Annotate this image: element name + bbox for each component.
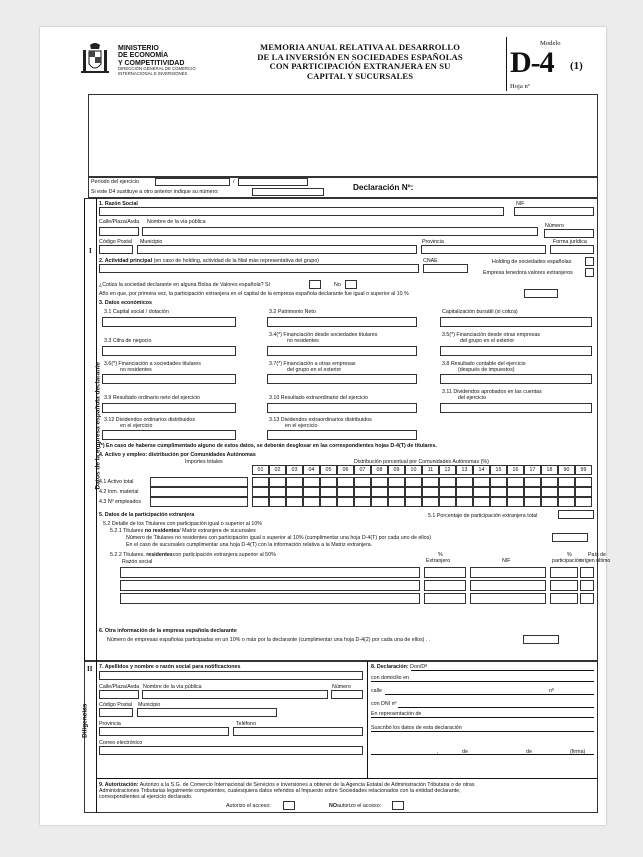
asset-row-region-cell[interactable] <box>575 487 592 497</box>
resident-country-field[interactable] <box>580 580 594 591</box>
section-1-roman: I <box>89 247 92 255</box>
nif-field[interactable] <box>514 207 594 216</box>
asset-row-region-cell[interactable] <box>371 497 388 507</box>
notif-street-name-field[interactable] <box>142 690 328 699</box>
asset-row-region-cell[interactable] <box>388 477 405 487</box>
field-5-2-2-label: 5.2.2 Titulares. residentescon participación extranjera superior al 50% <box>110 552 276 558</box>
field-3-8-label-2: (después de impuestos) <box>458 367 515 373</box>
postal-code-label: Código Postal <box>99 239 132 245</box>
field-3-2-label: 3.2 Patrimonio Neto <box>269 309 316 315</box>
asset-row-region-cell[interactable] <box>456 487 473 497</box>
asset-row-region-cell[interactable] <box>303 487 320 497</box>
field-3-5-label-2: del grupo en el exterior <box>460 338 515 344</box>
notif-street-type-field[interactable] <box>99 690 139 699</box>
notif-email-label: Correo electrónico <box>99 740 143 746</box>
notif-phone-label: Teléfono <box>236 721 257 727</box>
field-3-5-input[interactable] <box>440 346 592 356</box>
notif-municipality-label: Municipio <box>138 702 161 708</box>
resident-pct-field[interactable] <box>550 567 578 578</box>
street-number-label: Número <box>545 223 564 229</box>
registry-stamp-area <box>88 94 598 177</box>
resident-country-field[interactable] <box>580 593 594 604</box>
sheet-number-label: Hoja nº <box>510 83 530 90</box>
notif-phone-field[interactable] <box>233 727 363 736</box>
declaration-title: 8. Declaración: Don/Dª <box>371 664 428 670</box>
asset-row-region-cell[interactable] <box>286 487 303 497</box>
asset-row-region-cell[interactable] <box>405 487 422 497</box>
holding-label: Holding de sociedades españolas <box>492 259 572 265</box>
asset-row-label: 4.3 Nº empleados <box>99 499 141 505</box>
street-name-label: Nombre de la vía pública <box>147 219 206 225</box>
asset-row-region-cell[interactable] <box>422 497 439 507</box>
foreign-participation-title: 5. Datos de la participación extranjera <box>99 512 195 518</box>
resident-country-field[interactable] <box>580 567 594 578</box>
ministry-logo <box>80 42 110 76</box>
asset-row-region-cell[interactable] <box>269 497 286 507</box>
field-3-11-label-2: del ejercicio <box>458 395 486 401</box>
notif-postal-field[interactable] <box>99 708 133 717</box>
notif-municipality-field[interactable] <box>137 708 277 717</box>
foreign-pct-header: Extranjero <box>426 558 451 564</box>
field-5-2-label: 5.2 Detalle de los Titulares con participación igual o superior al 10% <box>103 521 262 527</box>
authorization-text: 9. Autorización: Autorizo a la S.G. de Comercio Internacional de Servicios e Inversiones a obtener de la Agencia Estatal de Administración Tributaria o de otras <box>99 782 475 788</box>
first-year-field[interactable] <box>524 289 558 298</box>
decl-street-label: calle <box>371 688 382 694</box>
asset-row-region-cell[interactable] <box>371 487 388 497</box>
region-col-header: 02 <box>269 465 286 475</box>
field-5-2-1-input[interactable] <box>552 533 588 542</box>
first-year-label: Año en que, por primera vez, la participación extranjera en el capital de la empresa española declarante fue igual o superior al 10 % <box>99 291 409 297</box>
field-3-6-label: 3.6(*) Financiación a sociedades titulares <box>104 361 201 367</box>
asset-row-label: 4.2 Inm. material <box>99 489 139 495</box>
asset-row-region-cell[interactable] <box>473 477 490 487</box>
totals-header: Importes totales <box>185 459 223 465</box>
asset-row-region-cell[interactable] <box>269 487 286 497</box>
asset-row-region-cell[interactable] <box>252 487 269 497</box>
asset-row-region-cell[interactable] <box>558 477 575 487</box>
region-col-header: 14 <box>473 465 490 475</box>
field-5-2-1-desc: Número de Titulares no residentes con participación igual o superior al 10% (cumplimentar una hoja D-4(T) por cada uno de ellos) <box>126 535 432 541</box>
resident-pct-field[interactable] <box>550 593 578 604</box>
asset-row-region-cell[interactable] <box>558 487 575 497</box>
market-cap-input[interactable] <box>440 317 592 327</box>
pct-header-2: % <box>567 552 572 558</box>
field-3-12-label: 3.12 Dividendos ordinarios distribuidos <box>104 417 195 423</box>
notif-number-field[interactable] <box>331 690 363 699</box>
region-col-header: 11 <box>422 465 439 475</box>
asset-row-region-cell[interactable] <box>252 497 269 507</box>
asset-row-region-cell[interactable] <box>490 487 507 497</box>
asset-row-region-cell[interactable] <box>456 477 473 487</box>
subscribe-label: Suscribo los datos de esta declaración <box>371 725 462 731</box>
dni-label: con DNI nº <box>371 701 397 707</box>
asset-row-region-cell[interactable] <box>558 497 575 507</box>
street-type-label: Calle/Plaza/Avda <box>99 219 140 225</box>
signature-label: (firma) <box>570 749 586 755</box>
field-3-4-label-2: no residentes <box>287 338 319 344</box>
asset-row-region-cell[interactable] <box>439 477 456 487</box>
street-number-field[interactable] <box>544 229 594 238</box>
notif-street-type-label: Calle/Plaza/Avda <box>99 684 140 690</box>
legal-form-field[interactable] <box>550 245 594 254</box>
municipality-field[interactable] <box>137 245 417 254</box>
region-col-header: 04 <box>303 465 320 475</box>
field-3-11-label: 3.11 Dividendos aprobados en las cuentas <box>442 389 542 395</box>
economic-data-title: 3. Datos económicos <box>99 300 152 306</box>
notif-province-field[interactable] <box>99 727 229 736</box>
other-info-input[interactable] <box>523 635 559 644</box>
asset-row-region-cell[interactable] <box>320 497 337 507</box>
field-3-13-label-2: en el ejercicio <box>285 423 318 429</box>
asset-row-total[interactable] <box>150 497 248 507</box>
asset-row-region-cell[interactable] <box>405 477 422 487</box>
resident-name-field[interactable] <box>120 580 420 591</box>
activity-field[interactable] <box>99 264 419 273</box>
asset-row-region-cell[interactable] <box>524 477 541 487</box>
asset-row-region-cell[interactable] <box>422 487 439 497</box>
asset-row-region-cell[interactable] <box>286 477 303 487</box>
form-title: MEMORIA ANUAL RELATIVA AL DESARROLLO DE LA INVERSIÓN EN SOCIEDADES ESPAÑOLAS CON PARTICIPACIÓN EXTRANJERA EN SU CAPITAL Y SUCURSALES <box>257 42 463 81</box>
listed-yes-checkbox[interactable] <box>309 280 321 289</box>
replaces-label: Si este D4 sustituye a otro anterior indique su número: <box>91 189 219 195</box>
period-separator: / <box>233 179 235 185</box>
asset-row-total[interactable] <box>150 477 248 487</box>
region-col-header: 01 <box>252 465 269 475</box>
field-3-1-input[interactable] <box>102 317 236 327</box>
field-3-9-label: 3.9 Resultado ordinario neto del ejercicio <box>104 395 200 401</box>
asset-row-region-cell[interactable] <box>371 477 388 487</box>
asset-row-region-cell[interactable] <box>337 487 354 497</box>
country-header: País de <box>588 552 606 558</box>
region-col-header: 07 <box>354 465 371 475</box>
listed-no-checkbox[interactable] <box>345 280 357 289</box>
asset-row-region-cell[interactable] <box>354 497 371 507</box>
asset-row-region-cell[interactable] <box>541 477 558 487</box>
nif-label: NIF <box>516 201 525 207</box>
resident-pct-field[interactable] <box>550 580 578 591</box>
date-de-2: de <box>526 749 532 755</box>
asset-row-region-cell[interactable] <box>490 497 507 507</box>
notif-postal-label: Código Postal <box>99 702 132 708</box>
ministry-name: MINISTERIO DE ECONOMÍA Y COMPETITIVIDAD <box>118 45 185 67</box>
field-3-4-input[interactable] <box>267 346 417 356</box>
cnae-field[interactable] <box>423 264 468 273</box>
company-name-label: 1. Razón Social <box>99 201 138 207</box>
market-cap-label: Capitalización bursátil (si cotiza) <box>442 309 518 315</box>
asset-row-region-cell[interactable] <box>252 477 269 487</box>
replaces-number-field[interactable] <box>252 188 324 196</box>
field-3-10-input[interactable] <box>267 403 417 413</box>
asset-row-region-cell[interactable] <box>524 487 541 497</box>
asset-row-region-cell[interactable] <box>507 477 524 487</box>
form-page <box>40 27 611 825</box>
asset-row-region-cell[interactable] <box>388 487 405 497</box>
other-info-desc: Número de empresas españolas participadas en un 10% o más por la declarante (cumplimentar una hoja D-4(2) por cada una de ellos) . . <box>107 637 431 643</box>
authorization-text-2: Administraciones Tributarias legalmente competentes, cualesquiera datos referidos al Impuesto sobre Sociedades relacionados con la entidad declarante, <box>99 788 461 794</box>
activity-label: 2. Actividad principal (en caso de holding, actividad de la filial más representativa del grupo) <box>99 258 320 264</box>
region-col-header: 12 <box>439 465 456 475</box>
authorize-checkbox[interactable] <box>283 801 295 810</box>
street-name-field[interactable] <box>142 227 538 236</box>
pct-header: % <box>438 552 443 558</box>
asset-row-region-cell[interactable] <box>575 477 592 487</box>
asset-row-region-cell[interactable] <box>507 487 524 497</box>
origin-header: origen último <box>580 558 611 564</box>
field-3-12-label-2: en el ejercicio <box>120 423 153 429</box>
asset-row-region-cell[interactable] <box>473 487 490 497</box>
province-label: Provincia <box>422 239 444 245</box>
asset-row-region-cell[interactable] <box>473 497 490 507</box>
other-info-title: 6. Otra información de la empresa española declarante <box>99 628 237 634</box>
holder-checkbox[interactable] <box>585 268 594 277</box>
field-5-2-1-branch-note: En el caso de sucursales cumplimentar una hoja D-4(T) con la información relativa a la Matriz extranjera. <box>126 542 373 548</box>
model-label: Modelo <box>540 40 561 47</box>
representation-label: En representación de <box>371 711 422 717</box>
authorization-text-3: correspondientes al ejercicio declarado. <box>99 794 193 800</box>
asset-row-region-cell[interactable] <box>303 477 320 487</box>
region-col-header: 05 <box>320 465 337 475</box>
no-authorize-checkbox[interactable] <box>392 801 404 810</box>
region-col-header: 09 <box>388 465 405 475</box>
date-de-1: de <box>462 749 468 755</box>
listed-no-label: No <box>334 282 341 288</box>
field-3-7-input[interactable] <box>267 374 417 384</box>
domicile-label: con domicilio en <box>371 675 409 681</box>
asset-row-region-cell[interactable] <box>354 487 371 497</box>
asset-row-region-cell[interactable] <box>286 497 303 507</box>
titulares-note: (*) En caso de haberse cumplimentado alguno de estos datos, se deberán desglosar en las correspondientes hojas D-4(T) de titulares. <box>99 443 437 449</box>
asset-row-region-cell[interactable] <box>303 497 320 507</box>
field-5-1-label: 5.1 Porcentaje de participación extranjera total <box>428 513 538 519</box>
field-3-13-label: 3.13 Dividendos extraordinarios distribuidos <box>269 417 372 423</box>
model-code: D-4 <box>510 46 554 79</box>
asset-row-region-cell[interactable] <box>541 497 558 507</box>
asset-row-region-cell[interactable] <box>524 497 541 507</box>
region-col-header: 10 <box>405 465 422 475</box>
participation-header: participación <box>552 558 582 564</box>
resident-nif-field[interactable] <box>470 593 546 604</box>
notif-province-label: Provincia <box>99 721 121 727</box>
resident-foreign-pct-field[interactable] <box>424 567 466 578</box>
asset-row-total[interactable] <box>150 487 248 497</box>
asset-row-region-cell[interactable] <box>490 477 507 487</box>
declaration-number-label: Declaración Nº: <box>353 183 414 192</box>
asset-row-label: 4.1 Activo total <box>99 479 134 485</box>
asset-row-region-cell[interactable] <box>320 477 337 487</box>
distribution-header: Distribución porcentual por Comunidades Autónomas (%) <box>354 459 489 465</box>
resident-name-field[interactable] <box>120 593 420 604</box>
asset-row-region-cell[interactable] <box>456 497 473 507</box>
period-end-field[interactable] <box>238 178 308 186</box>
section-1-side-label: Datos de la empresa española declarante <box>94 361 102 490</box>
region-col-header: 03 <box>286 465 303 475</box>
region-col-header: 15 <box>490 465 507 475</box>
region-col-header: 16 <box>507 465 524 475</box>
asset-row-region-cell[interactable] <box>320 487 337 497</box>
postal-code-field[interactable] <box>99 245 133 254</box>
legal-form-label: Forma jurídica <box>553 239 587 245</box>
field-3-12-input[interactable] <box>102 430 236 440</box>
region-col-header: 99 <box>575 465 592 475</box>
model-code-suffix: (1) <box>570 60 583 72</box>
asset-row-region-cell[interactable] <box>507 497 524 507</box>
field-3-8-input[interactable] <box>440 374 592 384</box>
authorize-label: Autorizo el acceso: <box>226 803 271 809</box>
notif-street-name-label: Nombre de la vía pública <box>143 684 202 690</box>
period-start-field[interactable] <box>155 178 230 186</box>
field-3-8-label: 3.8 Resultado contable del ejercicio <box>442 361 526 367</box>
field-3-5-label: 3.5(*) Financiación desde otras empresas <box>442 332 541 338</box>
decl-number-label: nº <box>549 688 554 694</box>
asset-row-region-cell[interactable] <box>439 487 456 497</box>
asset-row-region-cell[interactable] <box>575 497 592 507</box>
notification-name-field[interactable] <box>99 671 363 680</box>
field-3-2-input[interactable] <box>267 317 417 327</box>
resident-nif-field[interactable] <box>470 580 546 591</box>
municipality-label: Municipio <box>140 239 163 245</box>
listed-question: ¿Cotiza la sociedad declarante en alguna Bolsa de Valores española? Sí <box>99 282 270 288</box>
field-5-1-input[interactable] <box>558 510 594 519</box>
field-3-9-input[interactable] <box>102 403 236 413</box>
field-3-3-input[interactable] <box>102 346 236 356</box>
resident-name-field[interactable] <box>120 567 420 578</box>
region-col-header: 90 <box>558 465 575 475</box>
asset-row-region-cell[interactable] <box>269 477 286 487</box>
region-col-header: 13 <box>456 465 473 475</box>
field-3-4-label: 3.4(*) Financiación desde sociedades titulares <box>269 332 378 338</box>
asset-row-region-cell[interactable] <box>388 497 405 507</box>
ministry-department: DIRECCIÓN GENERAL DE COMERCIO INTERNACIONAL E INVERSIONES <box>118 66 196 76</box>
asset-row-region-cell[interactable] <box>354 477 371 487</box>
field-3-1-label: 3.1 Capital social / dotación <box>104 309 169 315</box>
company-name-field[interactable] <box>99 207 504 216</box>
field-3-11-input[interactable] <box>440 403 592 413</box>
holder-label: Empresa tenedora valores extranjeros <box>483 270 573 276</box>
assets-title: 4. Activo y empleo: distribución por Comunidades Autónomas <box>99 452 256 458</box>
field-3-7-label: 3.7(*) Financiación a otras empresas <box>269 361 356 367</box>
field-3-13-input[interactable] <box>267 430 417 440</box>
asset-row-region-cell[interactable] <box>541 487 558 497</box>
notif-email-field[interactable] <box>99 746 363 755</box>
region-col-header: 06 <box>337 465 354 475</box>
asset-row-region-cell[interactable] <box>337 477 354 487</box>
asset-row-region-cell[interactable] <box>337 497 354 507</box>
no-authorize-label: NOautorizo el acceso: <box>329 803 382 809</box>
asset-row-region-cell[interactable] <box>439 497 456 507</box>
notification-title: 7. Apellidos y nombre o razón social para notificaciones <box>99 664 241 670</box>
resident-nif-header: NIF <box>502 558 511 564</box>
field-3-3-label: 3.3 Cifra de negocio <box>104 338 152 344</box>
field-3-6-label-2: no residentes <box>120 367 152 373</box>
period-label: Período del ejercicio <box>91 179 139 185</box>
resident-name-header: Razón social <box>122 559 153 565</box>
region-col-header: 18 <box>541 465 558 475</box>
region-col-header: 17 <box>524 465 541 475</box>
field-5-2-1-label: 5.2.1 Titulares no residentes/ Matriz extranjera de sucursales <box>110 528 256 534</box>
asset-row-region-cell[interactable] <box>405 497 422 507</box>
resident-foreign-pct-field[interactable] <box>424 580 466 591</box>
province-field[interactable] <box>421 245 546 254</box>
field-3-6-input[interactable] <box>102 374 236 384</box>
resident-nif-field[interactable] <box>470 567 546 578</box>
resident-foreign-pct-field[interactable] <box>424 593 466 604</box>
field-3-7-label-2: del grupo en el exterior <box>287 367 342 373</box>
street-type-field[interactable] <box>99 227 139 236</box>
notif-number-label: Número <box>332 684 351 690</box>
field-3-10-label: 3.10 Resultado extraordinario del ejercicio <box>269 395 368 401</box>
holding-checkbox[interactable] <box>585 257 594 266</box>
region-col-header: 08 <box>371 465 388 475</box>
section-2-side-label: Diligencias <box>81 703 89 738</box>
section-2-roman: II <box>87 665 93 673</box>
cnae-label: CNAE <box>423 258 438 264</box>
asset-row-region-cell[interactable] <box>422 477 439 487</box>
date-comma: , <box>437 749 439 755</box>
